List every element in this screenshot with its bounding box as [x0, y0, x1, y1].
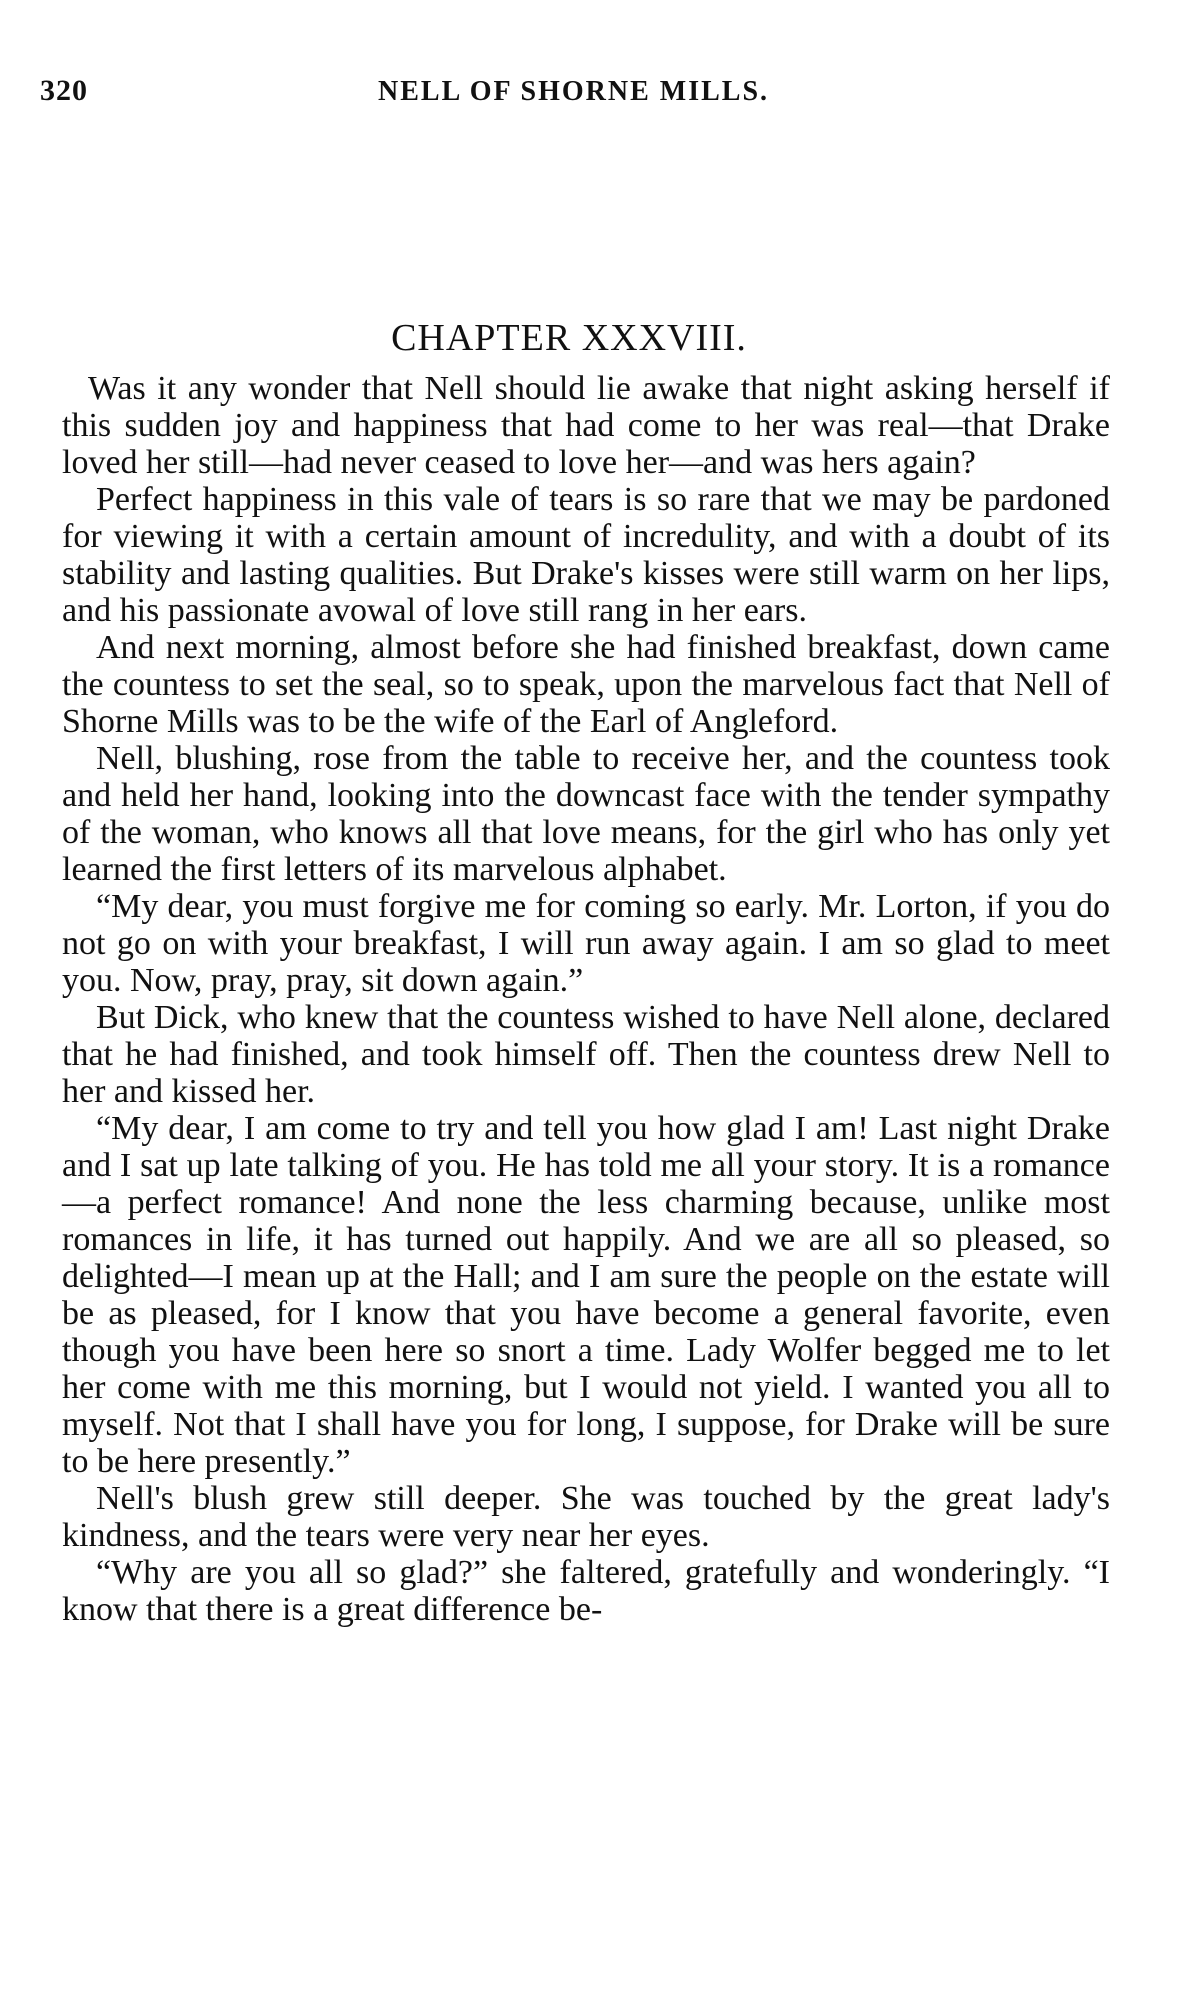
paragraph: Perfect happiness in this vale of tears is so rare that we may be pardoned for viewing it with a certain amount of incredulity, and with a doubt of its stability and lasting qualities. But Drake's kisses were still warm on her lips, and his passionate avowal of love still rang in her ears.: [62, 481, 1110, 629]
paragraph: “Why are you all so glad?” she faltered, gratefully and wonderingly. “I know that there is a great difference be-: [62, 1554, 1110, 1628]
chapter-title: CHAPTER XXXVIII.: [391, 317, 747, 359]
paragraph: And next morning, almost before she had finished breakfast, down came the countess to set the seal, so to speak, upon the marvelous fact that Nell of Shorne Mills was to be the wife of the Earl of Angleford.: [62, 629, 1110, 740]
paragraph: Nell's blush grew still deeper. She was touched by the great lady's kindness, and the tears were very near her eyes.: [62, 1480, 1110, 1554]
body-text: [62, 370, 1110, 1628]
paragraph: Was it any wonder that Nell should lie awake that night asking herself if this sudden joy and happiness that had come to her was real—that Drake loved her still—had never ceased to love her—and was hers again?: [62, 370, 1110, 481]
paragraph: Nell, blushing, rose from the table to receive her, and the countess took and held her hand, looking into the downcast face with the tender sympathy of the woman, who knows all that love means, for the girl who has only yet learned the first letters of its marvelous alphabet.: [62, 740, 1110, 888]
page-number: 320: [40, 74, 88, 107]
paragraph: “My dear, I am come to try and tell you how glad I am! Last night Drake and I sat up late talking of you. He has told me all your story. It is a romance—a perfect romance! And none the less charming because, unlike most romances in life, it has turned out happily. And we are all so pleased, so delighted—I mean up at the Hall; and I am sure the people on the estate will be as pleased, for I know that you have become a general favorite, even though you have been here so snort a time. Lady Wolfer begged me to let her come with me this morning, but I would not yield. I wanted you all to myself. Not that I shall have you for long, I suppose, for Drake will be sure to be here presently.”: [62, 1110, 1110, 1480]
paragraph: But Dick, who knew that the countess wished to have Nell alone, declared that he had finished, and took himself off. Then the countess drew Nell to her and kissed her.: [62, 999, 1110, 1110]
book-title: NELL OF SHORNE MILLS.: [378, 76, 770, 107]
paragraph: “My dear, you must forgive me for coming so early. Mr. Lorton, if you do not go on with your breakfast, I will run away again. I am so glad to meet you. Now, pray, pray, sit down again.”: [62, 888, 1110, 999]
running-head: [40, 74, 1080, 114]
chapter-heading: [0, 316, 1198, 360]
